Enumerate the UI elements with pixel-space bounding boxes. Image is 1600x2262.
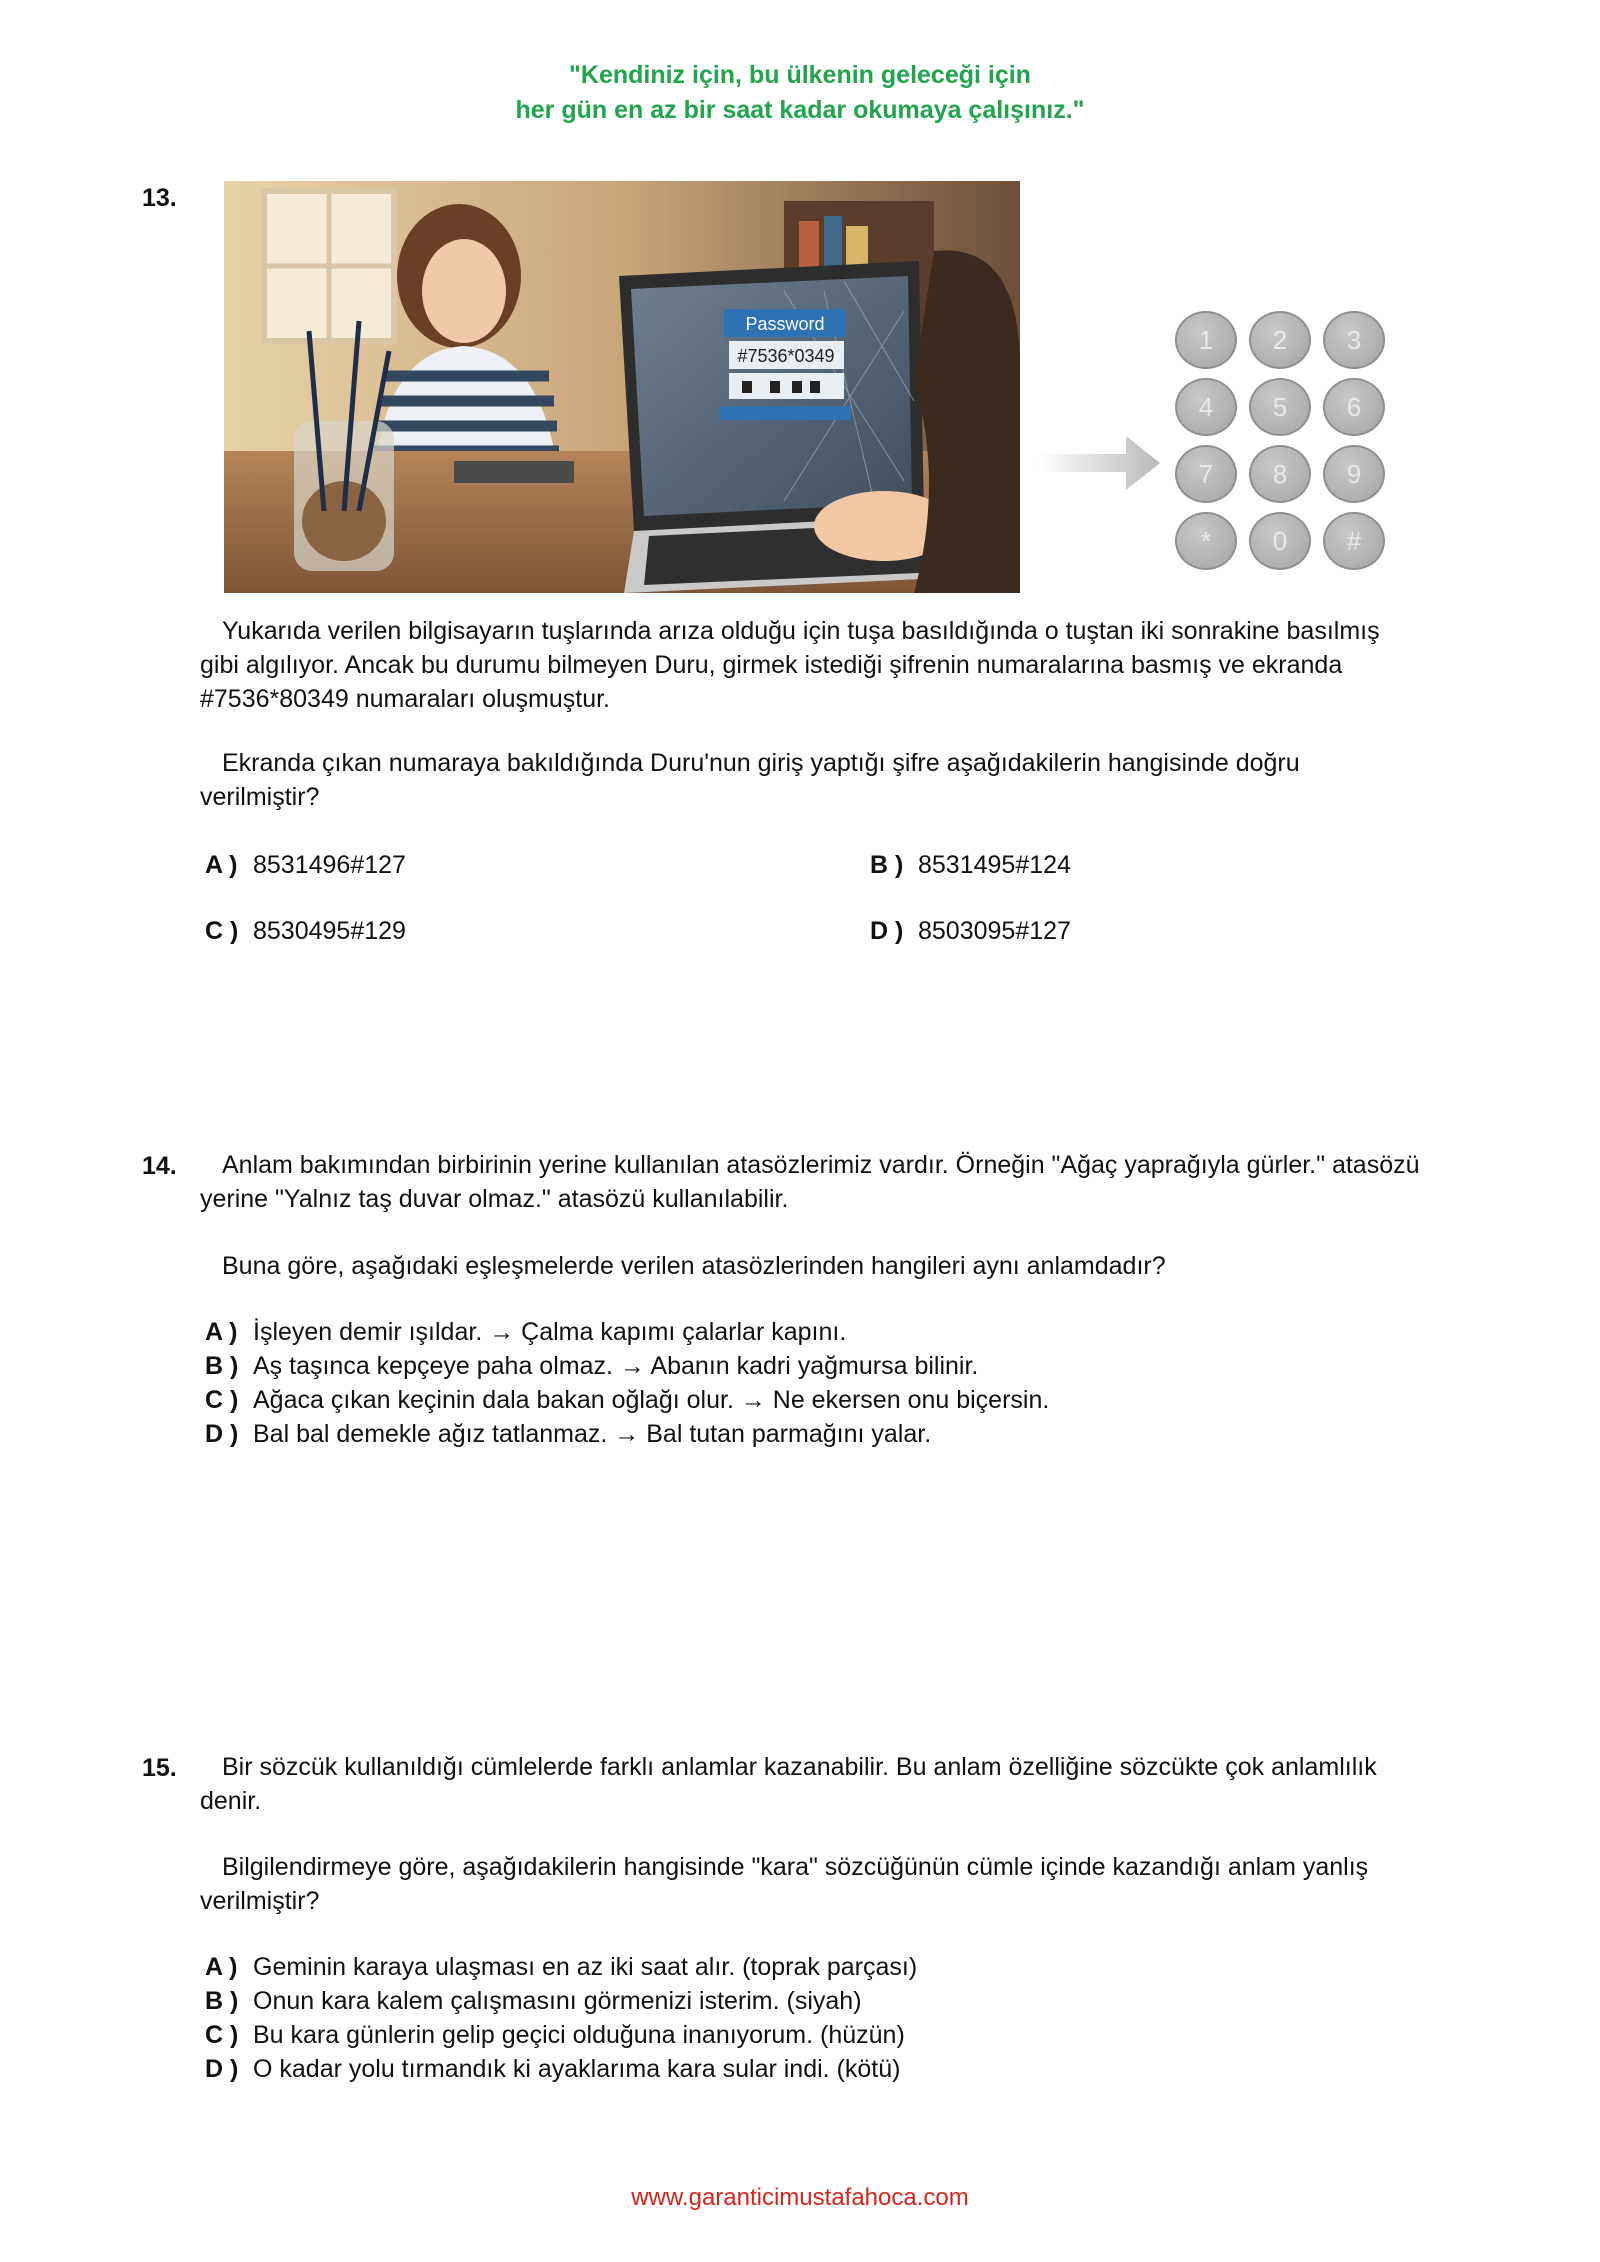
question-15-option-d[interactable]	[205, 2052, 917, 2086]
option-letter: A )	[205, 1953, 238, 1981]
question-15-option-c[interactable]	[205, 2018, 917, 2052]
option-text: Bal bal demekle ağız tatlanmaz. → Bal tutan parmağını yalar.	[253, 1420, 932, 1448]
question-14-option-c[interactable]	[205, 1383, 1049, 1417]
option-text: 8531496#127	[253, 851, 406, 879]
option-letter: D )	[205, 2055, 239, 2083]
option-letter: C )	[205, 917, 239, 945]
question-15-number: 15.	[142, 1754, 177, 1782]
option-text: 8530495#129	[253, 917, 406, 945]
footer-website-link[interactable]: www.garanticimustafahoca.com	[631, 2184, 969, 2211]
option-text: Geminin karaya ulaşması en az iki saat alır. (toprak parçası)	[253, 1953, 918, 1981]
question-13-option-a[interactable]	[205, 848, 406, 882]
question-13-option-c[interactable]	[205, 914, 406, 948]
keypad-key-2: 2	[1249, 311, 1311, 369]
keypad-key-star: *	[1175, 512, 1237, 570]
keypad-key-8: 8	[1249, 445, 1311, 503]
question-14-paragraph-1: Anlam bakımından birbirinin yerine kullanılan atasözlerimiz vardır. Örneğin "Ağaç yaprağıyla gürler." atasözü yerine "Yalnız taş duvar olmaz." atasözü kullanılabilir.	[200, 1151, 1420, 1213]
option-text: 8503095#127	[918, 917, 1071, 945]
option-letter: C )	[205, 2021, 239, 2049]
option-text: 8531495#124	[918, 851, 1071, 879]
option-letter: B )	[205, 1352, 239, 1380]
question-15-paragraph-2: Bilgilendirmeye göre, aşağıdakilerin hangisinde "kara" sözcüğünün cümle içinde kazandığı anlam yanlış verilmiştir?	[200, 1853, 1369, 1915]
option-letter: A )	[205, 851, 238, 879]
option-text: O kadar yolu tırmandık ki ayaklarıma kara sular indi. (kötü)	[253, 2055, 901, 2083]
keypad-key-0: 0	[1249, 512, 1311, 570]
question-13-option-d[interactable]	[870, 914, 1071, 948]
option-letter: C )	[205, 1386, 239, 1414]
keypad-key-7: 7	[1175, 445, 1237, 503]
keypad-key-hash: #	[1323, 512, 1385, 570]
question-13-paragraph-1: Yukarıda verilen bilgisayarın tuşlarında arıza olduğu için tuşa basıldığında o tuştan iki sonrakine basılmış gibi algılıyor. Ancak bu durumu bilmeyen Duru, girmek istediği şifrenin numaralarına basmış ve ekranda #7536*80349 numaraları oluşmuştur.	[200, 617, 1380, 713]
question-13-number: 13.	[142, 184, 177, 212]
question-13-option-b[interactable]	[870, 848, 1071, 882]
question-13-paragraph-2: Ekranda çıkan numaraya bakıldığında Duru'nun giriş yaptığı şifre aşağıdakilerin hangisinde doğru verilmiştir?	[200, 749, 1300, 811]
question-14-paragraph-2: Buna göre, aşağıdaki eşleşmelerde verilen atasözlerinden hangileri aynı anlamdadır?	[222, 1252, 1166, 1280]
question-13-photo	[224, 181, 1020, 593]
option-text: Ağaca çıkan keçinin dala bakan oğlağı olur. → Ne ekersen onu biçersin.	[253, 1386, 1050, 1414]
question-14-options	[205, 1315, 1049, 1451]
question-14-number: 14.	[142, 1152, 177, 1180]
keypad-key-1: 1	[1175, 311, 1237, 369]
question-15-option-b[interactable]	[205, 1984, 917, 2018]
question-14-option-b[interactable]	[205, 1349, 1049, 1383]
header-motto	[0, 58, 1600, 128]
header-line-2: her gün en az bir saat kadar okumaya çalışınız."	[515, 96, 1085, 124]
screen-password-label: Password	[745, 314, 825, 334]
option-letter: B )	[870, 851, 904, 879]
keypad-key-9: 9	[1323, 445, 1385, 503]
option-text: İşleyen demir ışıldar. → Çalma kapımı çalarlar kapını.	[253, 1318, 847, 1346]
question-15-option-a[interactable]	[205, 1950, 917, 1984]
option-letter: D )	[205, 1420, 239, 1448]
question-14-option-a[interactable]	[205, 1315, 1049, 1349]
keypad-key-4: 4	[1175, 378, 1237, 436]
option-text: Aş taşınca kepçeye paha olmaz. → Abanın kadri yağmursa bilinir.	[253, 1352, 979, 1380]
option-text: Bu kara günlerin gelip geçici olduğuna inanıyorum. (hüzün)	[253, 2021, 905, 2049]
question-14-option-d[interactable]	[205, 1417, 1049, 1451]
keypad-key-3: 3	[1323, 311, 1385, 369]
question-15-options	[205, 1950, 917, 2086]
option-letter: D )	[870, 917, 904, 945]
screen-password-code: #7536*0349	[737, 346, 835, 366]
keypad-key-5: 5	[1249, 378, 1311, 436]
question-15-paragraph-1: Bir sözcük kullanıldığı cümlelerde farklı anlamlar kazanabilir. Bu anlam özelliğine sözcükte çok anlamlılık denir.	[200, 1753, 1377, 1815]
keypad-key-6: 6	[1323, 378, 1385, 436]
option-text: Onun kara kalem çalışmasını görmenizi isterim. (siyah)	[253, 1987, 862, 2015]
option-letter: A )	[205, 1318, 238, 1346]
option-letter: B )	[205, 1987, 239, 2015]
header-line-1: "Kendiniz için, bu ülkenin geleceği için	[569, 61, 1031, 89]
arrow-right-icon	[1038, 432, 1160, 494]
